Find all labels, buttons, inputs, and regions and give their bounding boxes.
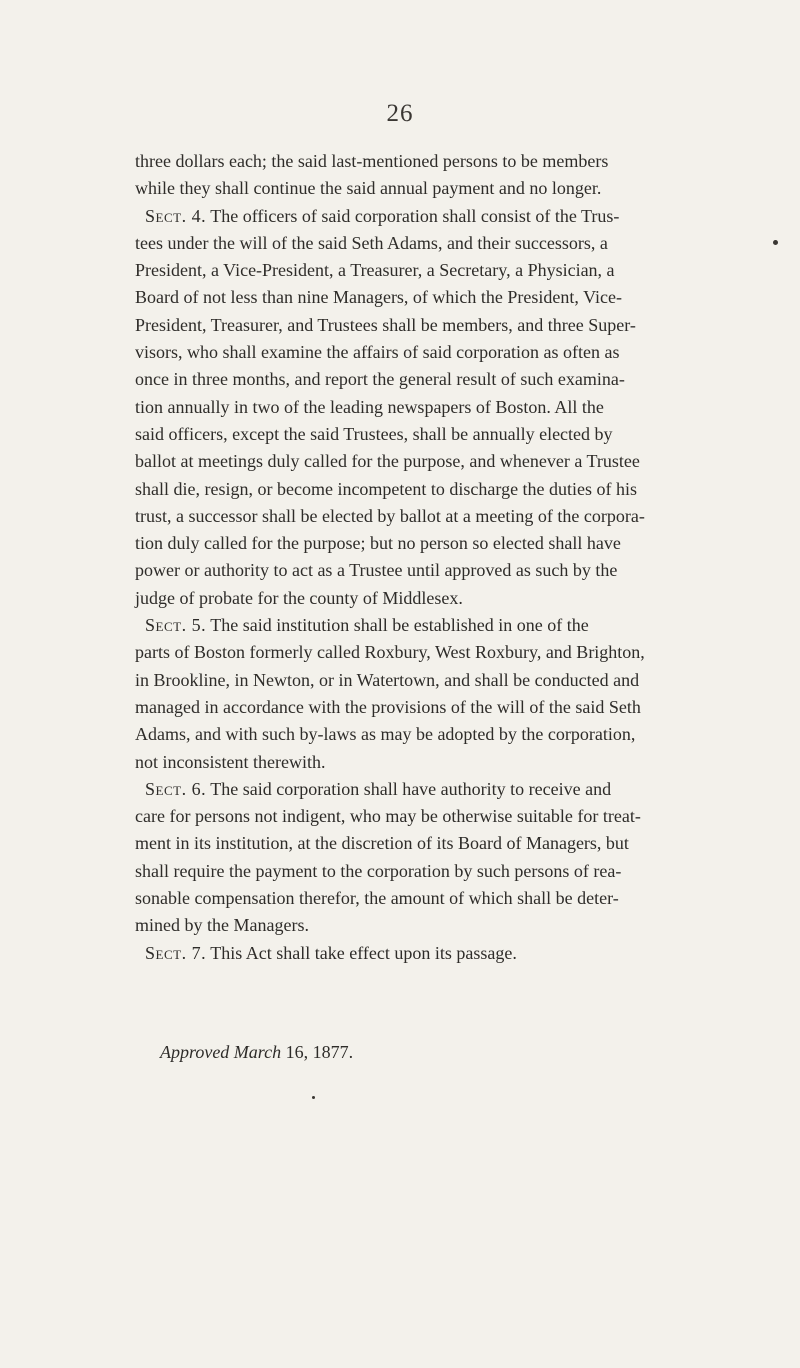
text-line: said officers, except the said Trustees, shall be annually elected by bbox=[135, 423, 613, 444]
approval-label: Approved March bbox=[160, 1042, 282, 1062]
ink-speck bbox=[773, 240, 778, 245]
text-line: visors, who shall examine the affairs of said corporation as often as bbox=[135, 342, 620, 363]
section-label: Sect. 4. bbox=[145, 205, 207, 226]
statute-text bbox=[135, 148, 800, 967]
text-line: three dollars each; the said last-mentioned persons to be members bbox=[135, 151, 609, 171]
section-7-heading-line: Sect. 7. This Act shall take effect upon its passage. bbox=[145, 942, 517, 963]
text-line: managed in accordance with the provisions of the will of the said Seth bbox=[135, 696, 641, 717]
text-line: while they shall continue the said annual payment and no longer. bbox=[135, 178, 602, 199]
text-line: tees under the will of the said Seth Adams, and their successors, a bbox=[135, 232, 608, 253]
text-line: shall die, resign, or become incompetent to discharge the duties of his bbox=[135, 478, 638, 499]
text-line: sonable compensation therefor, the amount of which shall be deter- bbox=[135, 888, 619, 909]
approval-date bbox=[160, 1042, 353, 1063]
text-line: power or authority to act as a Trustee until approved as such by the bbox=[135, 560, 618, 581]
text-line: President, a Vice-President, a Treasurer, a Secretary, a Physician, a bbox=[135, 260, 615, 281]
section-label: Sect. 6. bbox=[145, 778, 207, 799]
section-5-heading-line: Sect. 5. The said institution shall be established in one of the bbox=[145, 615, 589, 636]
text-line: in Brookline, in Newton, or in Watertown, and shall be conducted and bbox=[135, 669, 640, 690]
approval-date-value: 16, 1877. bbox=[281, 1042, 354, 1062]
section-6-heading-line: Sect. 6. The said corporation shall have authority to receive and bbox=[145, 778, 612, 799]
text-line: parts of Boston formerly called Roxbury, West Roxbury, and Brighton, bbox=[135, 642, 645, 663]
text-line: not inconsistent therewith. bbox=[135, 751, 326, 772]
text-line: ment in its institution, at the discretion of its Board of Managers, but bbox=[135, 833, 629, 854]
text-line: shall require the payment to the corporation by such persons of rea- bbox=[135, 860, 622, 881]
text-line: once in three months, and report the general result of such examina- bbox=[135, 369, 625, 390]
text-line: President, Treasurer, and Trustees shall be members, and three Super- bbox=[135, 314, 636, 335]
text-line: mined by the Managers. bbox=[135, 915, 309, 936]
text-line: care for persons not indigent, who may be otherwise suitable for treat- bbox=[135, 806, 641, 827]
page-number: 26 bbox=[386, 100, 414, 127]
text-line: tion duly called for the purpose; but no person so elected shall have bbox=[135, 533, 621, 554]
text-line: Adams, and with such by-laws as may be adopted by the corporation, bbox=[135, 724, 636, 745]
text-line: judge of probate for the county of Middlesex. bbox=[135, 587, 463, 608]
section-label: Sect. 5. bbox=[145, 615, 207, 636]
text-line: Board of not less than nine Managers, of which the President, Vice- bbox=[135, 287, 622, 308]
text-line: trust, a successor shall be elected by ballot at a meeting of the corpora- bbox=[135, 505, 645, 526]
ink-speck bbox=[312, 1096, 315, 1099]
section-4-heading-line: Sect. 4. The officers of said corporation shall consist of the Trus- bbox=[145, 205, 620, 226]
section-label: Sect. 7. bbox=[145, 942, 207, 963]
text-line: ballot at meetings duly called for the purpose, and whenever a Trustee bbox=[135, 451, 640, 472]
text-line: tion annually in two of the leading newspapers of Boston. All the bbox=[135, 396, 604, 417]
